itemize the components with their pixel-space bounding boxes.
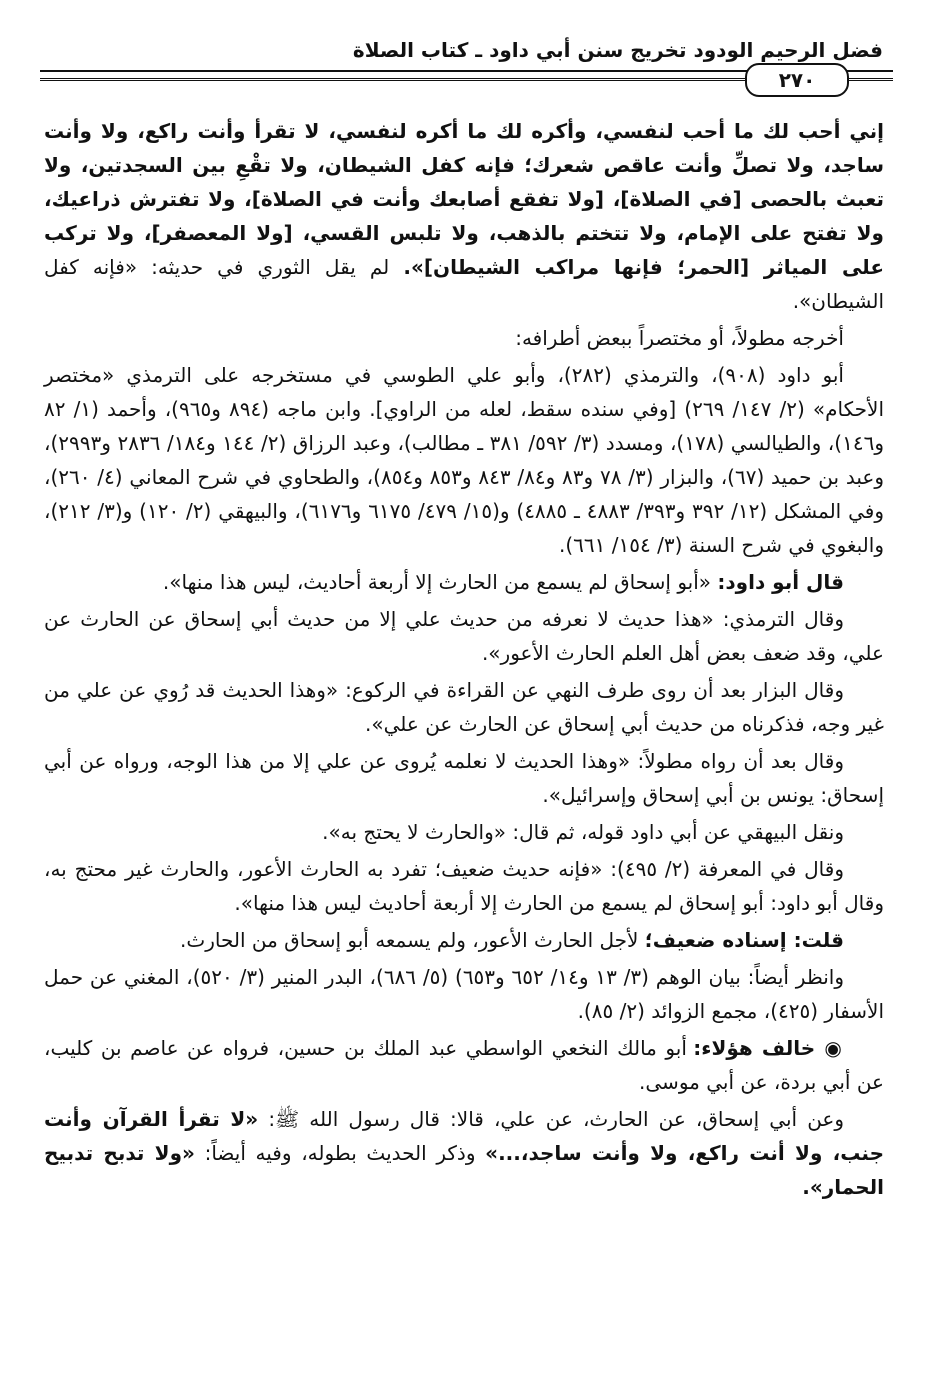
ornament-line-left [40,78,745,81]
page-number-ornament [40,60,893,100]
paragraph-bazzar-1: وقال البزار بعد أن روى طرف النهي عن القراءة في الركوع: «وهذا الحديث قد رُوي عن علي من غير وجه، فذكرناه من حديث أبي إسحاق عن الحارث عن علي». [44,678,884,736]
page-body [44,114,884,1207]
lead-divergence: ◉ خالف هؤلاء: [693,1036,845,1060]
paragraph-bayhaqi-2: وقال في المعرفة (٢/ ٤٩٥): «فإنه حديث ضعيف؛ تفرد به الحارث الأعور، والحارث غير محتج به، وقال أبو داود: أبو إسحاق لم يسمع من الحارث إلا أربعة أحاديث ليس هذا منها». [44,857,884,915]
paragraph-see-also: وانظر أيضاً: بيان الوهم (٣/ ١٣ و١٤/ ٦٥٢ و٦٥٣) (٥/ ٦٨٦)، البدر المنير (٣/ ٥٢٠)، المغني عن حمل الأسفار (٤٢٥)، مجمع الزوائد (٢/ ٨٥). [44,965,884,1023]
paragraph-second-route: وعن أبي إسحاق، عن الحارث، عن علي، قالا: قال رسول الله ﷺ: «لا تقرأ القرآن وأنت جنب، ولا أنت راكع، ولا وأنت ساجد،...» وذكر الحديث بطوله، وفيه أيضاً: «ولا تدبح تدبيح الحمار». [44,1107,884,1199]
lead-abu-dawud: قال أبو داود: [717,570,844,594]
paragraph-abu-dawud: قال أبو داود: «أبو إسحاق لم يسمع من الحارث إلا أربعة أحاديث، ليس هذا منها». [162,570,844,594]
paragraph-takhrij-intro: أخرجه مطولاً، أو مختصراً ببعض أطرافه: [515,326,844,350]
running-header: فضل الرحيم الودود تخريج سنن أبي داود ـ كتاب الصلاة [352,38,883,62]
paragraph-sources: أبو داود (٩٠٨)، والترمذي (٢٨٢)، وأبو علي الطوسي في مستخرجه على الترمذي «مختصر الأحكام» (٢/ ١٤٧/ ٢٦٩) [وفي سنده سقط، لعله من الراوي]. وابن ماجه (٨٩٤ و٩٦٥)، وأحمد (١/ ٨٢ و١٤٦)، والطيالسي (١٧٨)، ومسدد (٣/ ٥٩٢/ ٣٨١ ـ مطالب)، وعبد الرزاق (٢/ ١٤٤ و١٨٤/ ٢٨٣٦ و٢٩٩٣)، وعبد بن حميد (٦٧)، والبزار (٣/ ٧٨ و٨٣ و٨٤/ ٨٤٣ و٨٥٣ و٨٥٤)، والطحاوي في شرح المعاني (٤/ ٢٦٠)، وفي المشكل (١٢/ ٣٩٢ و٣٩٣/ ٤٨٨٣ ـ ٤٨٨٥) و(١٥/ ٤٧٩/ ٦١٧٥ و٦١٧٦)، والبيهقي (٢/ ١٢٠) و(٣/ ٢١٢)، والبغوي في شرح السنة (٣/ ١٥٤/ ٦٦١). [44,363,884,557]
paragraph-bayhaqi-1: ونقل البيهقي عن أبي داود قوله، ثم قال: «والحارث لا يحتج به». [322,820,844,844]
lead-verdict: قلت: إسناده ضعيف؛ [644,928,844,952]
hadith-text [44,114,884,318]
paragraph-tirmidhi: وقال الترمذي: «هذا حديث لا نعرفه من حديث علي إلا من حديث أبي إسحاق عن الحارث عن علي، وقد ضعف بعض أهل العلم الحارث الأعور». [44,607,884,665]
hadith-matn: إني أحب لك ما أحب لنفسي، وأكره لك ما أكره لنفسي، لا تقرأ وأنت راكع، ولا وأنت ساجد، ولا تصلِّ وأنت عاقص شعرك؛ فإنه كفل الشيطان، ولا تقْعِ بين السجدتين، ولا تعبث بالحصى [في الصلاة]، [ولا تفقع أصابعك وأنت في الصلاة]، ولا تفترش ذراعيك، ولا تفتح على الإمام، ولا تتختم بالذهب، ولا تلبس القسي، [ولا المعصفر]، ولا تركب على المياثر [الحمر؛ فإنها مراكب الشيطان]». [44,119,885,279]
paragraph-divergence: ◉ خالف هؤلاء: أبو مالك النخعي الواسطي عبد الملك بن حسين، فرواه عن عاصم بن كليب، عن أبي بردة، عن أبي موسى. [44,1036,884,1094]
paragraph-verdict: قلت: إسناده ضعيف؛ لأجل الحارث الأعور، ولم يسمعه أبو إسحاق من الحارث. [180,928,844,952]
page-number: ٢٧٠ [745,63,849,97]
ornament-line-right [847,78,893,81]
hadith-note: لم يقل الثوري في حديثه: «فإنه كفل الشيطان». [44,255,884,313]
paragraph-bazzar-2: وقال بعد أن رواه مطولاً: «وهذا الحديث لا نعلمه يُروى عن علي إلا من هذا الوجه، ورواه عن أبي إسحاق: يونس بن أبي إسحاق وإسرائيل». [44,749,884,807]
